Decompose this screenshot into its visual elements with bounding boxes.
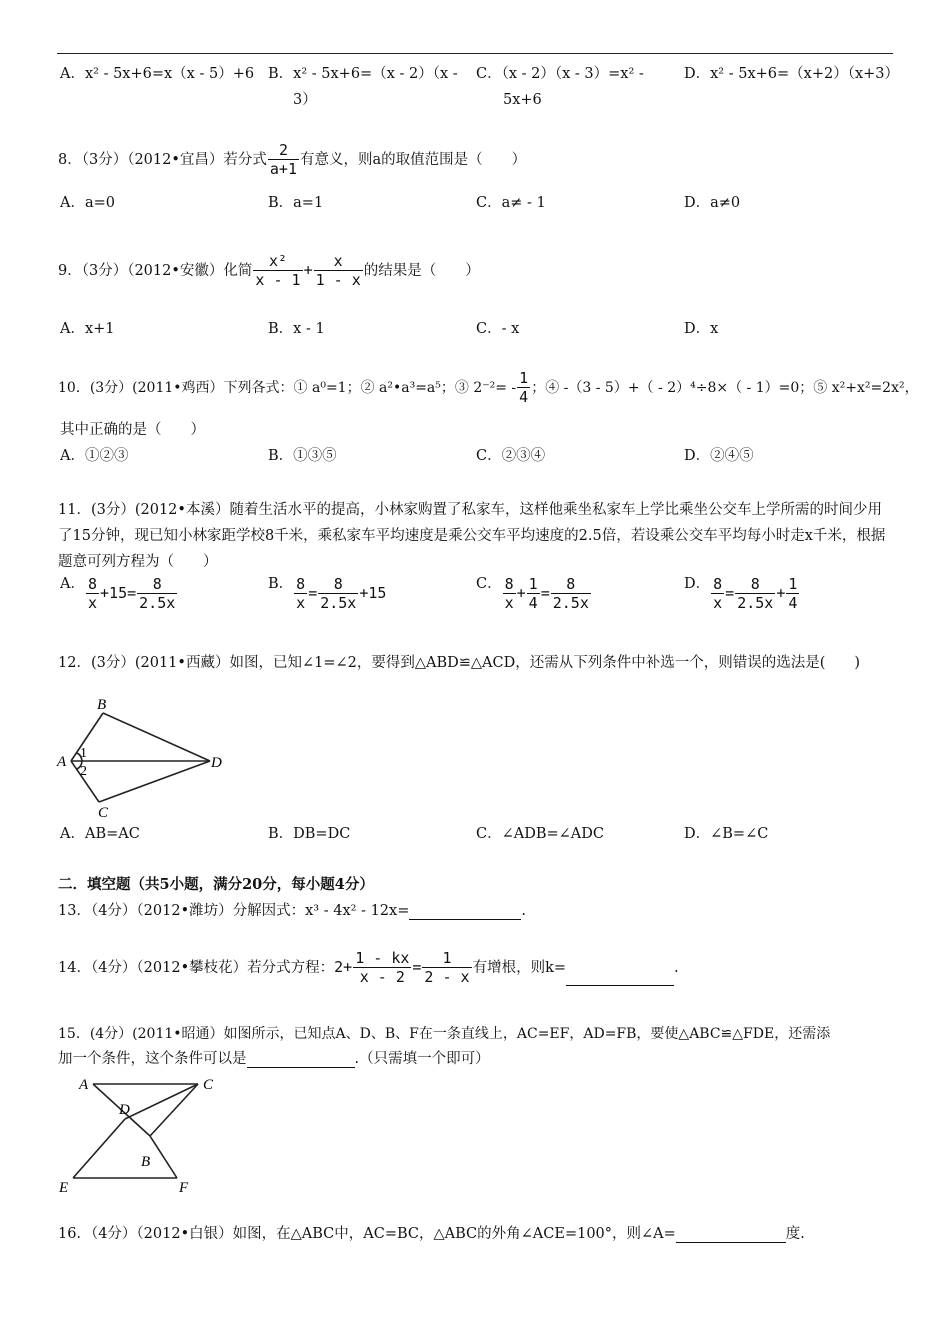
q12-label-1: 1: [80, 746, 87, 761]
q8-suffix: 有意义，则a的取值范围是（ ）: [300, 152, 527, 169]
q10-fraction: $\frac{1}{4}$: [519, 369, 529, 407]
question-15-line1: 15．(4分）(2011•昭通）如图所示，已知点A、D、B、F在一条直线上，AC=EF，AD=FB，要使△ABC≌△FDE，还需添: [58, 1026, 831, 1042]
q10-option-c: C．②③④: [476, 448, 546, 464]
question-14: 14．（4分）（2012•攀枝花）若分式方程：2+ $\frac{1 - kx}{x - 2}$ = $\frac{1}{2 - x}$ 有增根，则k= .: [58, 949, 679, 987]
q12-label-d: D: [211, 755, 222, 771]
q11-option-b: B． $\frac{8}{x}$ = $\frac{8}{2.5x}$ +15: [268, 575, 387, 613]
q7-option-c-line1: C．（x - 2）（x - 3）=x² -: [476, 66, 644, 82]
q12-label-2: 2: [80, 764, 87, 779]
q12-label-c: C: [98, 805, 109, 821]
q15-label-d: D: [119, 1102, 130, 1118]
q14-answer-blank[interactable]: [566, 971, 674, 986]
section-2-heading: 二．填空题（共5小题，满分20分，每小题4分）: [58, 876, 374, 893]
q10-line2: 其中正确的是（ ）: [60, 422, 205, 438]
q9-fraction-2: $\frac{x}{1 - x}$: [315, 252, 361, 290]
q11-option-c: C． $\frac{8}{x}$ + $\frac{1}{4}$ = $\frac{8}{2.5x}$: [476, 575, 589, 613]
q12-option-a: A．AB=AC: [60, 826, 140, 842]
q15-label-f: F: [179, 1180, 189, 1196]
q14-fraction-2: $\frac{1}{2 - x}$: [424, 949, 470, 987]
q13-answer-blank[interactable]: [409, 905, 521, 920]
q9-option-c: C．- x: [476, 321, 520, 337]
question-10-stem: [58, 370, 919, 406]
q12-label-b: B: [97, 697, 107, 713]
q8-option-b: B．a=1: [268, 195, 324, 211]
q9-suffix: 的结果是（ ）: [363, 263, 480, 280]
q10-option-b: B．①③⑤: [268, 448, 337, 464]
question-11-stem: 11．(3分）(2012•本溪）随着生活水平的提高，小林家购置了私家车，这样他乘坐私家车上学比乘坐公交车上学所需的时间少用了15分钟，现已知小林家距学校8千米，乘私家车平均速度是乘公交车平均速度的2.5倍，若设乘公交车平均每小时走x千米，根据题意可列方程为（ ）: [58, 502, 886, 570]
question-9-stem: 9．（3分）（2012•安徽）化简 $\frac{\text{x²}}{x - 1}$ + $\frac{x}{1 - x}$ 的结果是（ ）: [58, 252, 480, 290]
header-rule: [57, 53, 893, 54]
q7-option-c-line2: 5x+6: [503, 92, 542, 108]
q10-suffix: ；④ -（3 - 5）+（ - 2）⁴÷8×（ - 1）=0；⑤ x²+x²=2x²，: [531, 380, 919, 397]
q9-option-a: A．x+1: [60, 321, 115, 337]
q9-option-d: D．x: [684, 321, 719, 337]
q12-option-d: D．∠B=∠C: [684, 826, 769, 842]
question-16: 16．（4分）（2012•白银）如图，在△ABC中，AC=BC，△ABC的外角∠ACE=100°，则∠A= 度.: [58, 1226, 805, 1242]
q15-figure: [55, 1074, 230, 1196]
q10-option-a: A．①②③: [60, 448, 129, 464]
question-8-stem: [58, 142, 526, 178]
question-12-stem: 12．(3分）(2011•西藏）如图，已知∠1=∠2，要得到△ABD≌△ACD，还需从下列条件中补选一个，则错误的选法是( ): [58, 655, 861, 671]
q7-option-b-line1: B．x² - 5x+6=（x - 2）（x -: [268, 66, 458, 82]
q11-option-a: A． $\frac{8}{x}$ +15= $\frac{8}{2.5x}$: [60, 575, 176, 613]
q12-figure: [55, 693, 230, 821]
q10-option-d: D．②④⑤: [684, 448, 754, 464]
q7-option-a: A．x² - 5x+6=x（x - 5）+6: [60, 66, 255, 82]
q11-option-d: D． $\frac{8}{x}$ = $\frac{8}{2.5x}$ + $\frac{1}{4}$: [684, 575, 798, 613]
q7-option-b-line2: 3）: [293, 92, 317, 108]
q15-label-b: B: [141, 1154, 151, 1170]
q12-option-c: C．∠ADB=∠ADC: [476, 826, 604, 842]
q15-answer-blank[interactable]: [247, 1053, 355, 1068]
q7-option-d: D．x² - 5x+6=（x+2）（x+3）: [684, 66, 900, 82]
q12-label-a: A: [57, 754, 67, 770]
q8-option-a: A．a=0: [60, 195, 115, 211]
q15-label-e: E: [59, 1180, 69, 1196]
q9-fraction-1: $\frac{\text{x²}}{x - 1}$: [255, 252, 301, 290]
q15-label-a: A: [79, 1077, 89, 1093]
q16-answer-blank[interactable]: [676, 1228, 786, 1243]
q8-option-d: D．a≠0: [684, 195, 741, 211]
question-15-line2: 加一个条件，这个条件可以是 .（只需填一个即可）: [58, 1051, 490, 1067]
question-13: 13．（4分）（2012•潍坊）分解因式：x³ - 4x² - 12x= .: [58, 903, 526, 919]
q8-fraction: $\frac{2}{a+1}$: [269, 141, 297, 179]
q15-label-c: C: [203, 1077, 214, 1093]
q9-prefix: 9．（3分）（2012•安徽）化简: [58, 263, 253, 280]
q10-prefix: 10．(3分）(2011•鸡西）下列各式：① a⁰=1；② a²•a³=a⁵；③ 2⁻²= -: [58, 380, 517, 397]
q14-fraction-1: $\frac{1 - kx}{x - 2}$: [355, 949, 410, 987]
q9-option-b: B．x - 1: [268, 321, 325, 337]
q8-prefix: 8．（3分）（2012•宜昌）若分式: [58, 152, 267, 169]
q12-option-b: B．DB=DC: [268, 826, 351, 842]
q8-option-c: C．a≠ - 1: [476, 195, 546, 211]
